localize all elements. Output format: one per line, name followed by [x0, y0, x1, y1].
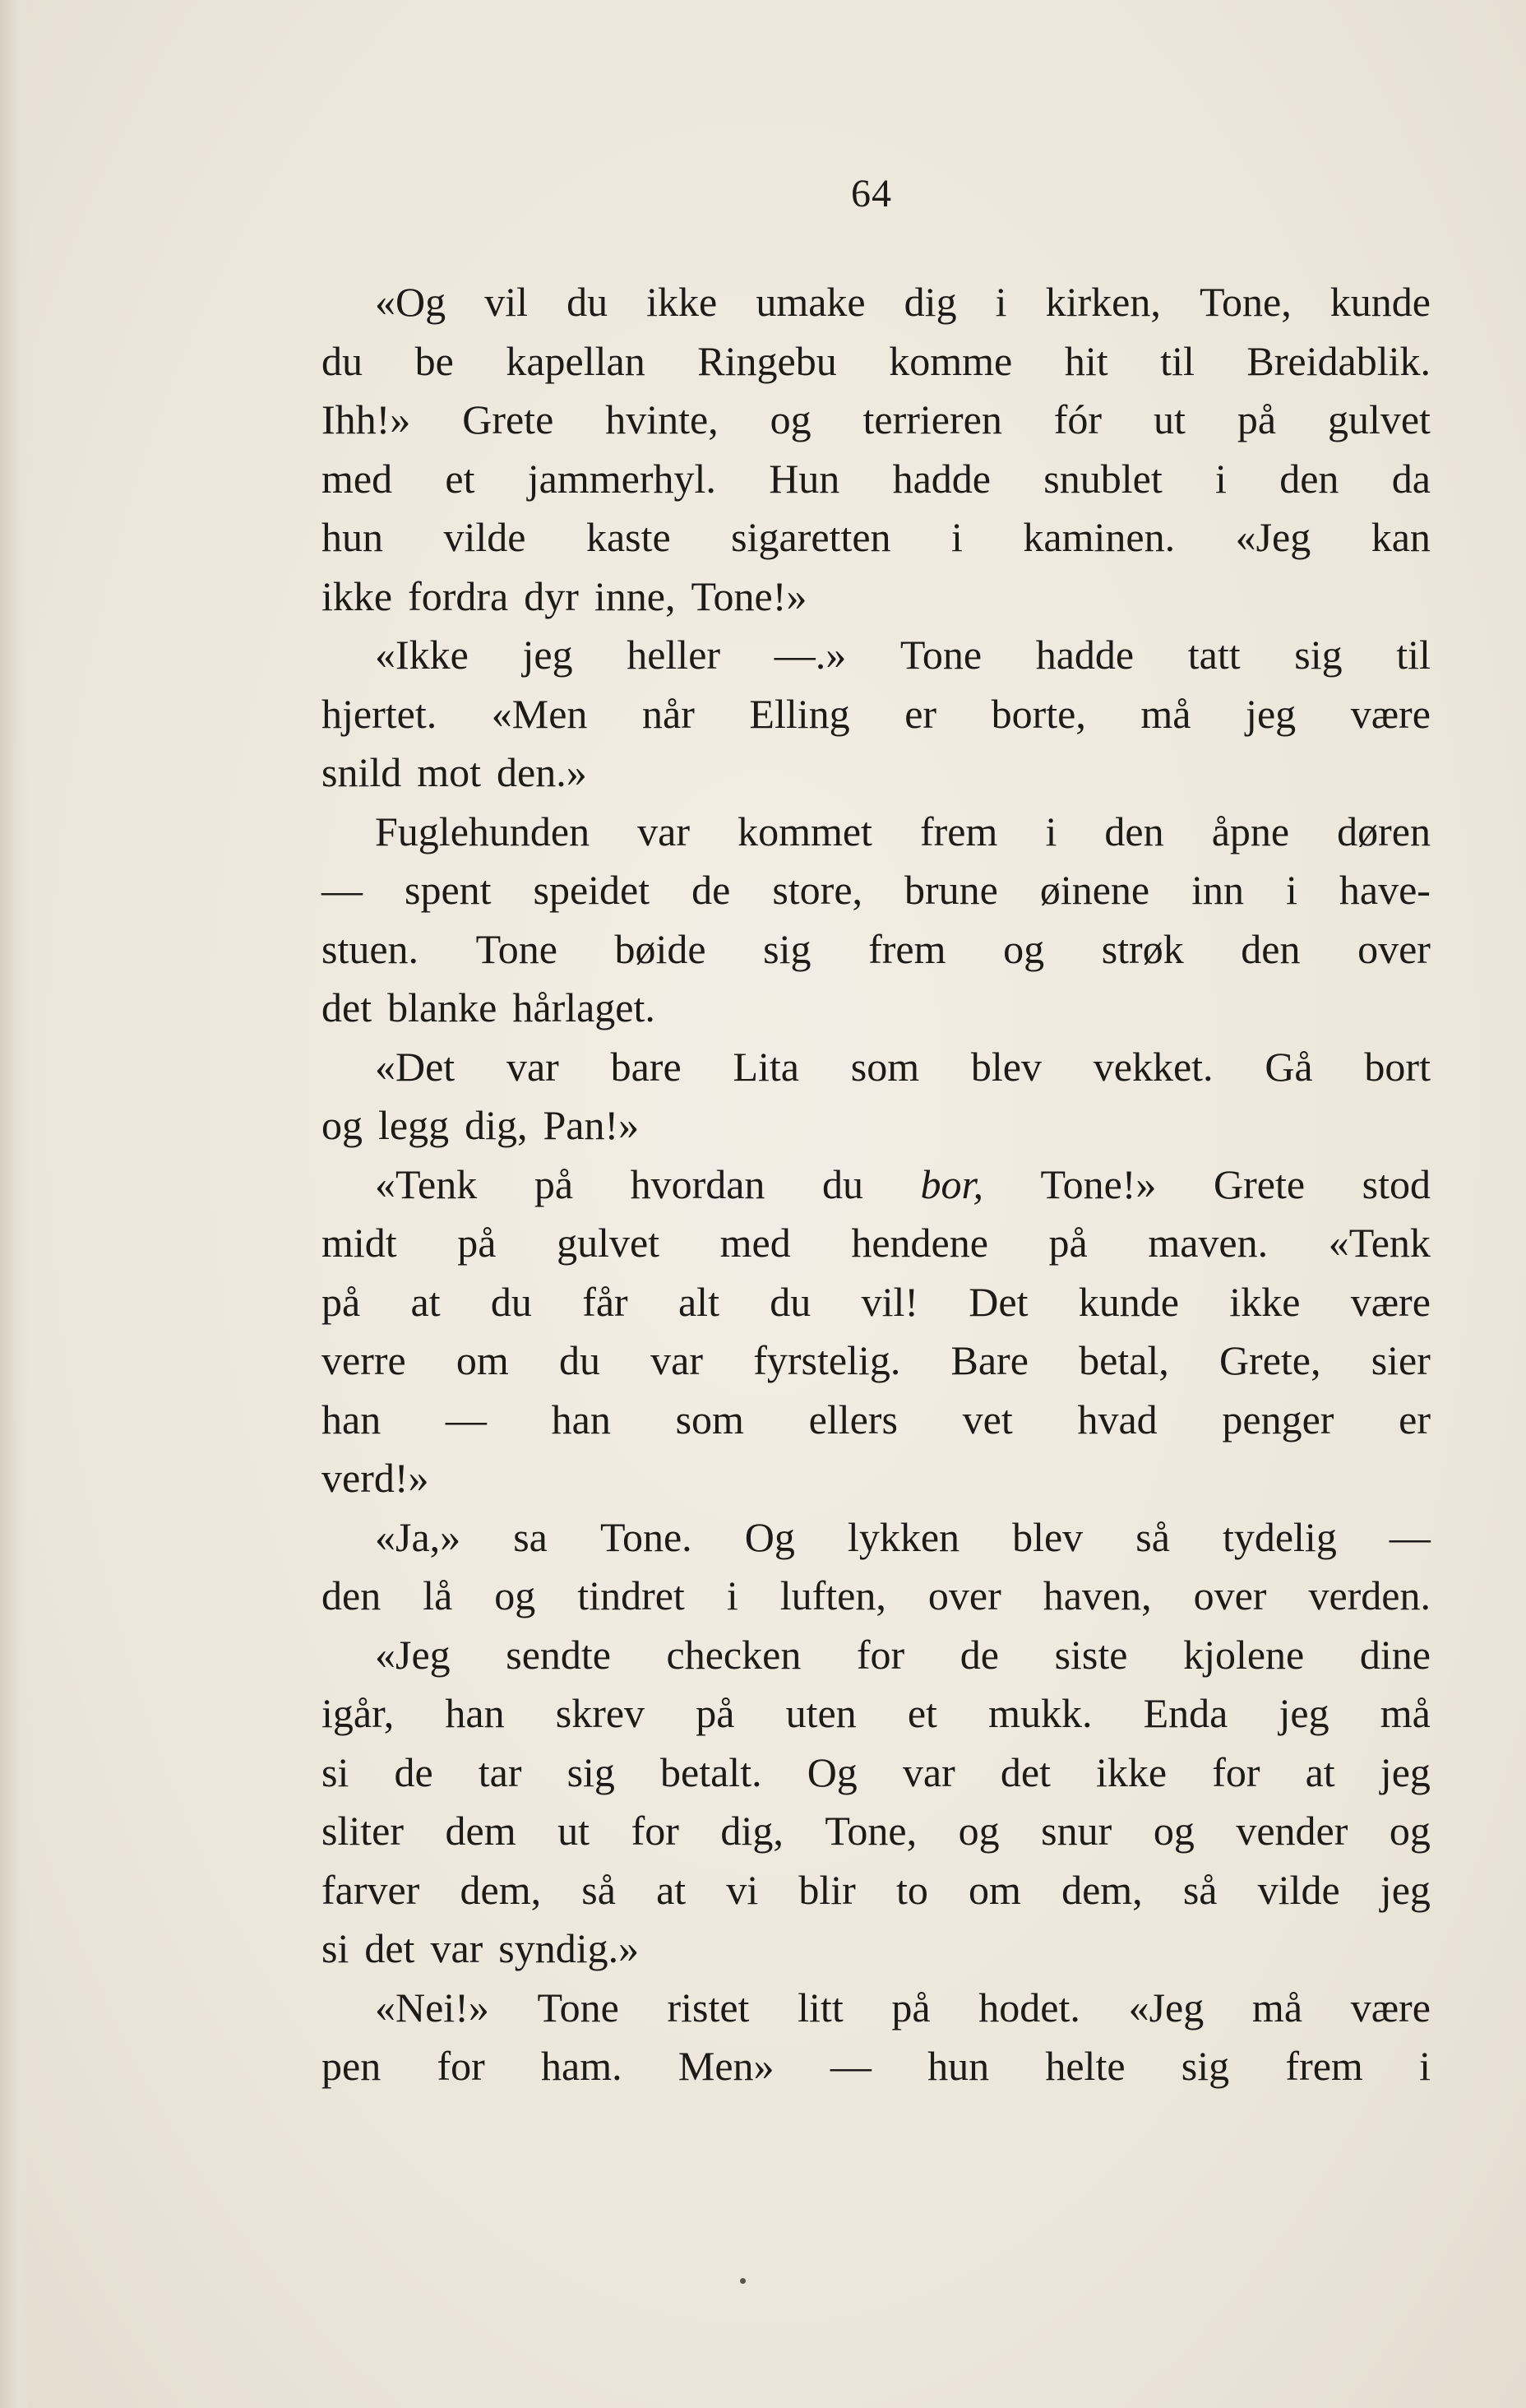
word: blir	[798, 1866, 856, 1913]
word: haven,	[1043, 1572, 1152, 1618]
word: som	[675, 1396, 744, 1442]
word: ellers	[808, 1396, 898, 1442]
word: jeg	[1380, 1748, 1431, 1795]
word: at	[656, 1866, 687, 1913]
word: du	[490, 1278, 532, 1325]
word: for	[1212, 1748, 1260, 1795]
word: Grete	[1214, 1160, 1306, 1207]
word: Det	[969, 1278, 1029, 1325]
word: frem	[920, 808, 998, 854]
word: Tone!»	[1040, 1160, 1157, 1207]
word: Tone,	[825, 1808, 918, 1854]
word: «Men	[491, 690, 588, 737]
word: det	[321, 984, 372, 1030]
word: Bare	[950, 1337, 1029, 1383]
word: du	[558, 1337, 600, 1383]
word: sier	[1371, 1337, 1431, 1383]
word: sigaretten	[731, 514, 891, 560]
word: hvordan	[630, 1160, 765, 1207]
text-line	[321, 626, 1431, 685]
word: du	[770, 1278, 812, 1325]
word: som	[850, 1043, 920, 1090]
word: over	[927, 1572, 1001, 1618]
text-line	[321, 1508, 1431, 1568]
text-line	[321, 1038, 1431, 1097]
word: «Ja,»	[375, 1513, 461, 1560]
word: kapellan	[506, 337, 645, 384]
word: var	[902, 1748, 955, 1795]
word: Grete	[462, 396, 554, 442]
word: Elling	[749, 690, 850, 737]
word: terrieren	[862, 396, 1002, 442]
word: —	[830, 2043, 872, 2089]
word: Tone!»	[691, 572, 807, 619]
word: at	[410, 1278, 441, 1325]
word: igår,	[321, 1690, 395, 1736]
word: var	[650, 1337, 703, 1383]
word: for	[856, 1631, 905, 1678]
word: hvad	[1077, 1396, 1158, 1442]
word: og	[494, 1572, 536, 1618]
word: i	[1045, 808, 1057, 854]
word: sliter	[321, 1808, 404, 1854]
word: så	[581, 1866, 616, 1913]
word: Pan!»	[543, 1102, 640, 1148]
text-line	[321, 803, 1431, 862]
word: for	[437, 2043, 485, 2089]
word: be	[414, 337, 454, 384]
word: «Det	[375, 1043, 455, 1090]
word: sendte	[506, 1631, 611, 1678]
word: vil	[484, 279, 528, 325]
word: være	[1350, 690, 1431, 737]
word: mot	[417, 749, 482, 795]
page-number: 64	[851, 172, 892, 215]
word: for	[631, 1808, 679, 1854]
text-line	[321, 1567, 1431, 1626]
word: til	[1160, 337, 1195, 384]
word: midt	[321, 1220, 397, 1266]
text-line	[321, 1273, 1431, 1332]
word: Tone	[899, 632, 983, 678]
word: blanke	[387, 984, 497, 1030]
word: den	[1279, 455, 1339, 502]
word: brune	[904, 867, 998, 913]
word: jeg	[522, 632, 573, 678]
word: Breidablik.	[1246, 337, 1431, 384]
word: jammerhyl.	[527, 455, 716, 502]
word: ristet	[667, 1984, 750, 2031]
word: —	[1389, 1513, 1431, 1560]
word: da	[1391, 455, 1431, 502]
word: verd!»	[321, 1455, 429, 1501]
body-text	[321, 273, 1431, 2096]
text-line	[321, 1684, 1431, 1743]
word: må	[1380, 1690, 1431, 1736]
word: bøide	[614, 925, 706, 972]
text-line	[321, 1919, 1431, 1979]
word: i	[726, 1572, 738, 1618]
word: vi	[726, 1866, 759, 1913]
word: hun	[321, 514, 383, 560]
text-line	[321, 1626, 1431, 1685]
word: ikke	[1096, 1748, 1168, 1795]
word: «Tenk	[1328, 1220, 1431, 1266]
text-line	[321, 2037, 1431, 2096]
text-line	[321, 1096, 1431, 1155]
word: de	[691, 867, 731, 913]
word: ikke	[321, 572, 393, 619]
word: dem,	[1061, 1866, 1143, 1913]
word: store,	[772, 867, 863, 913]
word: over	[1357, 925, 1431, 972]
word: umake	[756, 279, 866, 325]
word: var	[637, 808, 690, 854]
word: er	[1399, 1396, 1431, 1442]
text-line	[321, 391, 1431, 450]
word: jeg	[1380, 1866, 1431, 1913]
word: kunde	[1078, 1278, 1179, 1325]
word: på	[321, 1278, 361, 1325]
text-line	[321, 1979, 1431, 2038]
word: lykken	[847, 1513, 960, 1560]
text-line	[321, 1155, 1431, 1215]
word: og	[770, 396, 812, 442]
print-speck	[740, 2278, 746, 2284]
text-line	[321, 273, 1431, 332]
word: «Tenk	[375, 1160, 478, 1207]
word: vilde	[1257, 1866, 1340, 1913]
word: —	[445, 1396, 487, 1442]
word: si	[321, 1925, 349, 1971]
word: i	[995, 279, 1007, 325]
word: —	[321, 867, 363, 913]
word: på	[457, 1220, 497, 1266]
word: på	[1237, 396, 1277, 442]
word: syndig.»	[498, 1925, 640, 1971]
word: må	[1140, 690, 1191, 737]
word: betalt.	[660, 1748, 762, 1795]
word: penger	[1222, 1396, 1334, 1442]
text-line	[321, 450, 1431, 509]
word: var	[506, 1043, 559, 1090]
text-line	[321, 1449, 1431, 1508]
word: lå	[423, 1572, 453, 1618]
word: «Jeg	[1128, 1984, 1205, 2031]
word: vil!	[861, 1278, 918, 1325]
word: snublet	[1043, 455, 1163, 502]
word: Tone,	[1199, 279, 1292, 325]
word: dyr	[524, 572, 579, 619]
word: betal,	[1079, 1337, 1169, 1383]
word: så	[1182, 1866, 1218, 1913]
word: bort	[1364, 1043, 1431, 1090]
word: så	[1135, 1513, 1170, 1560]
word: kjolene	[1183, 1631, 1305, 1678]
word: blev	[970, 1043, 1042, 1090]
text-line	[321, 743, 1431, 803]
word: ut	[557, 1808, 590, 1854]
word: kirken,	[1045, 279, 1161, 325]
word: snild	[321, 749, 402, 795]
word: de	[394, 1748, 433, 1795]
text-line	[321, 920, 1431, 979]
word: «Ikke	[375, 632, 469, 678]
word: Og	[744, 1513, 795, 1560]
word: til	[1396, 632, 1431, 678]
word: kommet	[738, 808, 872, 854]
word: Fuglehunden	[375, 808, 590, 854]
word: du	[321, 337, 363, 384]
word: han	[551, 1396, 611, 1442]
word: får	[582, 1278, 628, 1325]
text-line	[321, 1802, 1431, 1861]
word: den	[1241, 925, 1301, 972]
word: litt	[798, 1984, 844, 2031]
word: blev	[1012, 1513, 1084, 1560]
word: var	[430, 1925, 483, 1971]
word: sig	[763, 925, 812, 972]
word: over	[1193, 1572, 1267, 1618]
word: Hun	[769, 455, 840, 502]
word: Og	[807, 1748, 858, 1795]
word: hodet.	[978, 1984, 1080, 2031]
word: være	[1350, 1278, 1431, 1325]
word: uten	[785, 1690, 857, 1736]
word: «Nei!»	[375, 1984, 489, 2031]
word: stuen.	[321, 925, 419, 972]
word: dig,	[465, 1102, 528, 1148]
word: på	[534, 1160, 574, 1207]
word: Men»	[677, 2043, 775, 2089]
word: have-	[1339, 867, 1431, 913]
word: helte	[1045, 2043, 1126, 2089]
word: bor,	[920, 1160, 983, 1207]
word: med	[719, 1220, 791, 1266]
word: han	[445, 1690, 505, 1736]
word: dem,	[460, 1866, 542, 1913]
word: vet	[962, 1396, 1013, 1442]
word: verre	[321, 1337, 406, 1383]
word: jeg	[1246, 690, 1297, 737]
word: checken	[666, 1631, 802, 1678]
word: han	[321, 1396, 382, 1442]
word: dem	[445, 1808, 516, 1854]
word: dig,	[720, 1808, 784, 1854]
text-line	[321, 979, 1431, 1038]
word: stod	[1362, 1160, 1431, 1207]
word: og	[321, 1102, 363, 1148]
word: inn	[1191, 867, 1245, 913]
word: den	[321, 1572, 382, 1618]
word: snur	[1041, 1808, 1112, 1854]
text-line	[321, 1391, 1431, 1450]
word: du	[821, 1160, 863, 1207]
word: sig	[566, 1748, 615, 1795]
word: hadde	[892, 455, 991, 502]
word: fyrstelig.	[753, 1337, 901, 1383]
word: maven.	[1148, 1220, 1269, 1266]
word: strøk	[1101, 925, 1184, 972]
text-line	[321, 861, 1431, 920]
word: og	[1003, 925, 1045, 972]
word: alt	[677, 1278, 719, 1325]
word: ikke	[1229, 1278, 1301, 1325]
word: må	[1251, 1984, 1303, 2031]
word: kaste	[585, 514, 671, 560]
word: hvinte,	[605, 396, 719, 442]
word: åpne	[1211, 808, 1290, 854]
word: komme	[889, 337, 1013, 384]
word: bare	[610, 1043, 682, 1090]
word: om	[969, 1866, 1021, 1913]
word: på	[696, 1690, 735, 1736]
word: sig	[1181, 2043, 1230, 2089]
word: øinene	[1039, 867, 1150, 913]
word: —.»	[774, 632, 847, 678]
word: fór	[1053, 396, 1103, 442]
word: sa	[513, 1513, 548, 1560]
word: Lita	[733, 1043, 799, 1090]
word: siste	[1054, 1631, 1128, 1678]
word: Grete,	[1218, 1337, 1321, 1383]
word: inne,	[594, 572, 676, 619]
word: farver	[321, 1866, 420, 1913]
word: i	[1215, 455, 1227, 502]
word: i	[951, 514, 963, 560]
word: hjertet.	[321, 690, 437, 737]
word: vekket.	[1093, 1043, 1214, 1090]
word: verden.	[1308, 1572, 1431, 1618]
word: hårlaget.	[512, 984, 655, 1030]
word: Tone.	[599, 1513, 692, 1560]
word: dine	[1359, 1631, 1431, 1678]
page-gutter-shadow	[0, 0, 30, 2408]
word: du	[566, 279, 608, 325]
word: kaminen.	[1023, 514, 1176, 560]
word: kunde	[1329, 279, 1431, 325]
word: er	[904, 690, 937, 737]
word: «Jeg	[1235, 514, 1311, 560]
word: med	[321, 455, 393, 502]
word: «Jeg	[375, 1631, 451, 1678]
word: Ringebu	[697, 337, 837, 384]
word: tydelig	[1222, 1513, 1337, 1560]
word: om	[455, 1337, 509, 1383]
word: og	[1389, 1808, 1431, 1854]
word: fordra	[408, 572, 509, 619]
word: i	[1286, 867, 1297, 913]
text-line	[321, 685, 1431, 744]
word: sig	[1294, 632, 1343, 678]
word: tar	[478, 1748, 522, 1795]
word: borte,	[991, 690, 1086, 737]
word: skrev	[555, 1690, 645, 1736]
word: to	[895, 1866, 928, 1913]
word: Ihh!»	[321, 396, 411, 442]
word: dig	[904, 279, 957, 325]
word: den.»	[497, 749, 587, 795]
word: når	[642, 690, 695, 737]
word: heller	[627, 632, 721, 678]
word: et	[907, 1690, 937, 1736]
word: hun	[927, 2043, 990, 2089]
word: Tone	[475, 925, 557, 972]
word: Enda	[1143, 1690, 1228, 1736]
word: og	[958, 1808, 1000, 1854]
word: ham.	[541, 2043, 622, 2089]
word: vilde	[443, 514, 526, 560]
word: gulvet	[557, 1220, 660, 1266]
word: de	[960, 1631, 999, 1678]
word: pen	[321, 2043, 382, 2089]
word: tindret	[577, 1572, 685, 1618]
word: mukk.	[988, 1690, 1093, 1736]
word: jeg	[1279, 1690, 1329, 1736]
word: vender	[1236, 1808, 1348, 1854]
word: på	[1048, 1220, 1088, 1266]
word: «Og	[375, 279, 446, 325]
word: si	[321, 1748, 349, 1795]
word: frem	[1285, 2043, 1363, 2089]
text-line	[321, 1861, 1431, 1920]
word: et	[445, 455, 475, 502]
word: frem	[868, 925, 946, 972]
word: Gå	[1265, 1043, 1313, 1090]
word: døren	[1337, 808, 1431, 854]
word: være	[1350, 1984, 1431, 2031]
word: den	[1104, 808, 1164, 854]
text-line	[321, 1214, 1431, 1273]
text-line	[321, 567, 1431, 627]
word: at	[1305, 1748, 1335, 1795]
word: hit	[1064, 337, 1108, 384]
word: ikke	[646, 279, 718, 325]
word: det	[364, 1925, 415, 1971]
word: tatt	[1187, 632, 1241, 678]
word: spent	[404, 867, 492, 913]
word: gulvet	[1327, 396, 1431, 442]
text-line	[321, 1743, 1431, 1803]
text-line	[321, 332, 1431, 391]
word: i	[1419, 2043, 1431, 2089]
word: og	[1153, 1808, 1195, 1854]
word: kan	[1371, 514, 1431, 560]
word: luften,	[779, 1572, 886, 1618]
word: ut	[1154, 396, 1186, 442]
word: hadde	[1035, 632, 1135, 678]
word: hendene	[851, 1220, 988, 1266]
text-line	[321, 1331, 1431, 1391]
word: legg	[378, 1102, 450, 1148]
text-line	[321, 508, 1431, 567]
word: på	[891, 1984, 931, 2031]
word: speidet	[533, 867, 650, 913]
word: det	[1000, 1748, 1051, 1795]
word: Tone	[537, 1984, 619, 2031]
